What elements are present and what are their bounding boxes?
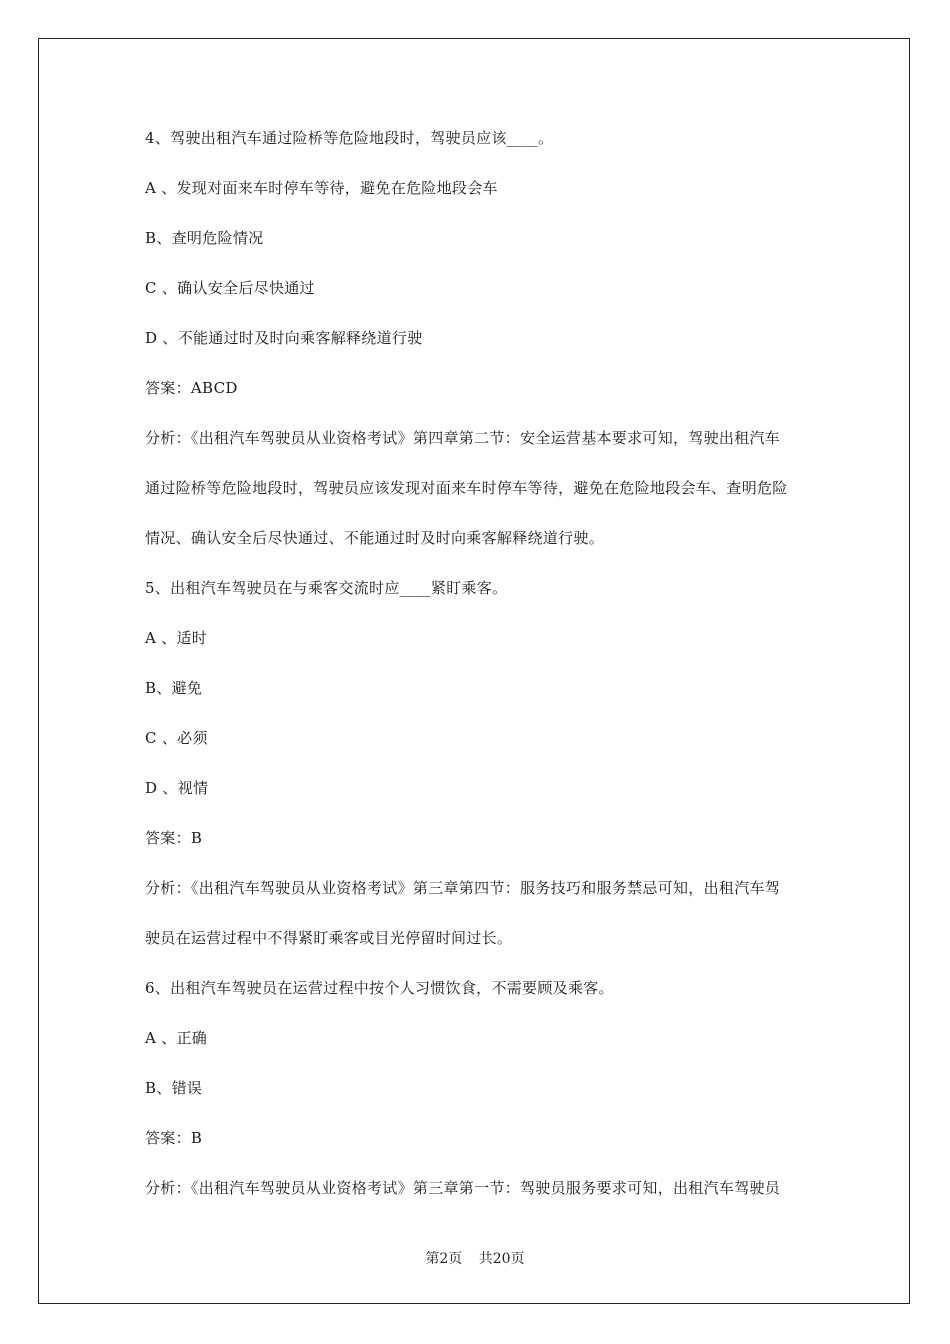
question-5-option-b: B、避免 — [145, 679, 203, 697]
question-5-option-c: C 、必须 — [145, 729, 208, 747]
question-5-analysis-line-1: 分析：《出租汽车驾驶员从业资格考试》第三章第四节：服务技巧和服务禁忌可知，出租汽车驾 — [145, 879, 781, 897]
question-4-option-c: C 、确认安全后尽快通过 — [145, 279, 315, 297]
question-4-analysis-line-2: 通过险桥等危险地段时，驾驶员应该发现对面来车时停车等待，避免在危险地段会车、查明危险 — [145, 479, 788, 497]
question-4-analysis-line-3: 情况、确认安全后尽快通过、不能通过时及时向乘客解释绕道行驶。 — [145, 529, 605, 547]
question-4-stem: 4、驾驶出租汽车通过险桥等危险地段时，驾驶员应该____。 — [145, 129, 554, 147]
page-number: 第2页 — [425, 1251, 463, 1267]
question-4-option-b: B、查明危险情况 — [145, 229, 264, 247]
question-6-option-b: B、错误 — [145, 1079, 203, 1097]
question-5-analysis-line-2: 驶员在运营过程中不得紧盯乘客或目光停留时间过长。 — [145, 929, 513, 947]
question-4-answer: 答案：ABCD — [145, 379, 238, 397]
question-6-answer: 答案：B — [145, 1129, 203, 1147]
document-body — [145, 126, 825, 1226]
question-4-analysis-line-1: 分析：《出租汽车驾驶员从业资格考试》第四章第二节：安全运营基本要求可知，驾驶出租汽车 — [145, 429, 781, 447]
question-5-option-d: D 、视情 — [145, 779, 209, 797]
question-6-option-a: A 、正确 — [145, 1029, 208, 1047]
page-footer — [0, 1248, 950, 1268]
page-total: 共20页 — [478, 1251, 525, 1267]
question-6-stem: 6、出租汽车驾驶员在运营过程中按个人习惯饮食，不需要顾及乘客。 — [145, 979, 614, 997]
question-5-stem: 5、出租汽车驾驶员在与乘客交流时应____紧盯乘客。 — [145, 579, 508, 597]
question-6-analysis-line-1: 分析：《出租汽车驾驶员从业资格考试》第三章第一节：驾驶员服务要求可知，出租汽车驾驶员 — [145, 1179, 781, 1197]
question-4-option-d: D 、不能通过时及时向乘客解释绕道行驶 — [145, 329, 423, 347]
question-5-option-a: A 、适时 — [145, 629, 208, 647]
question-4-option-a: A 、发现对面来车时停车等待，避免在危险地段会车 — [145, 179, 498, 197]
question-5-answer: 答案：B — [145, 829, 203, 847]
